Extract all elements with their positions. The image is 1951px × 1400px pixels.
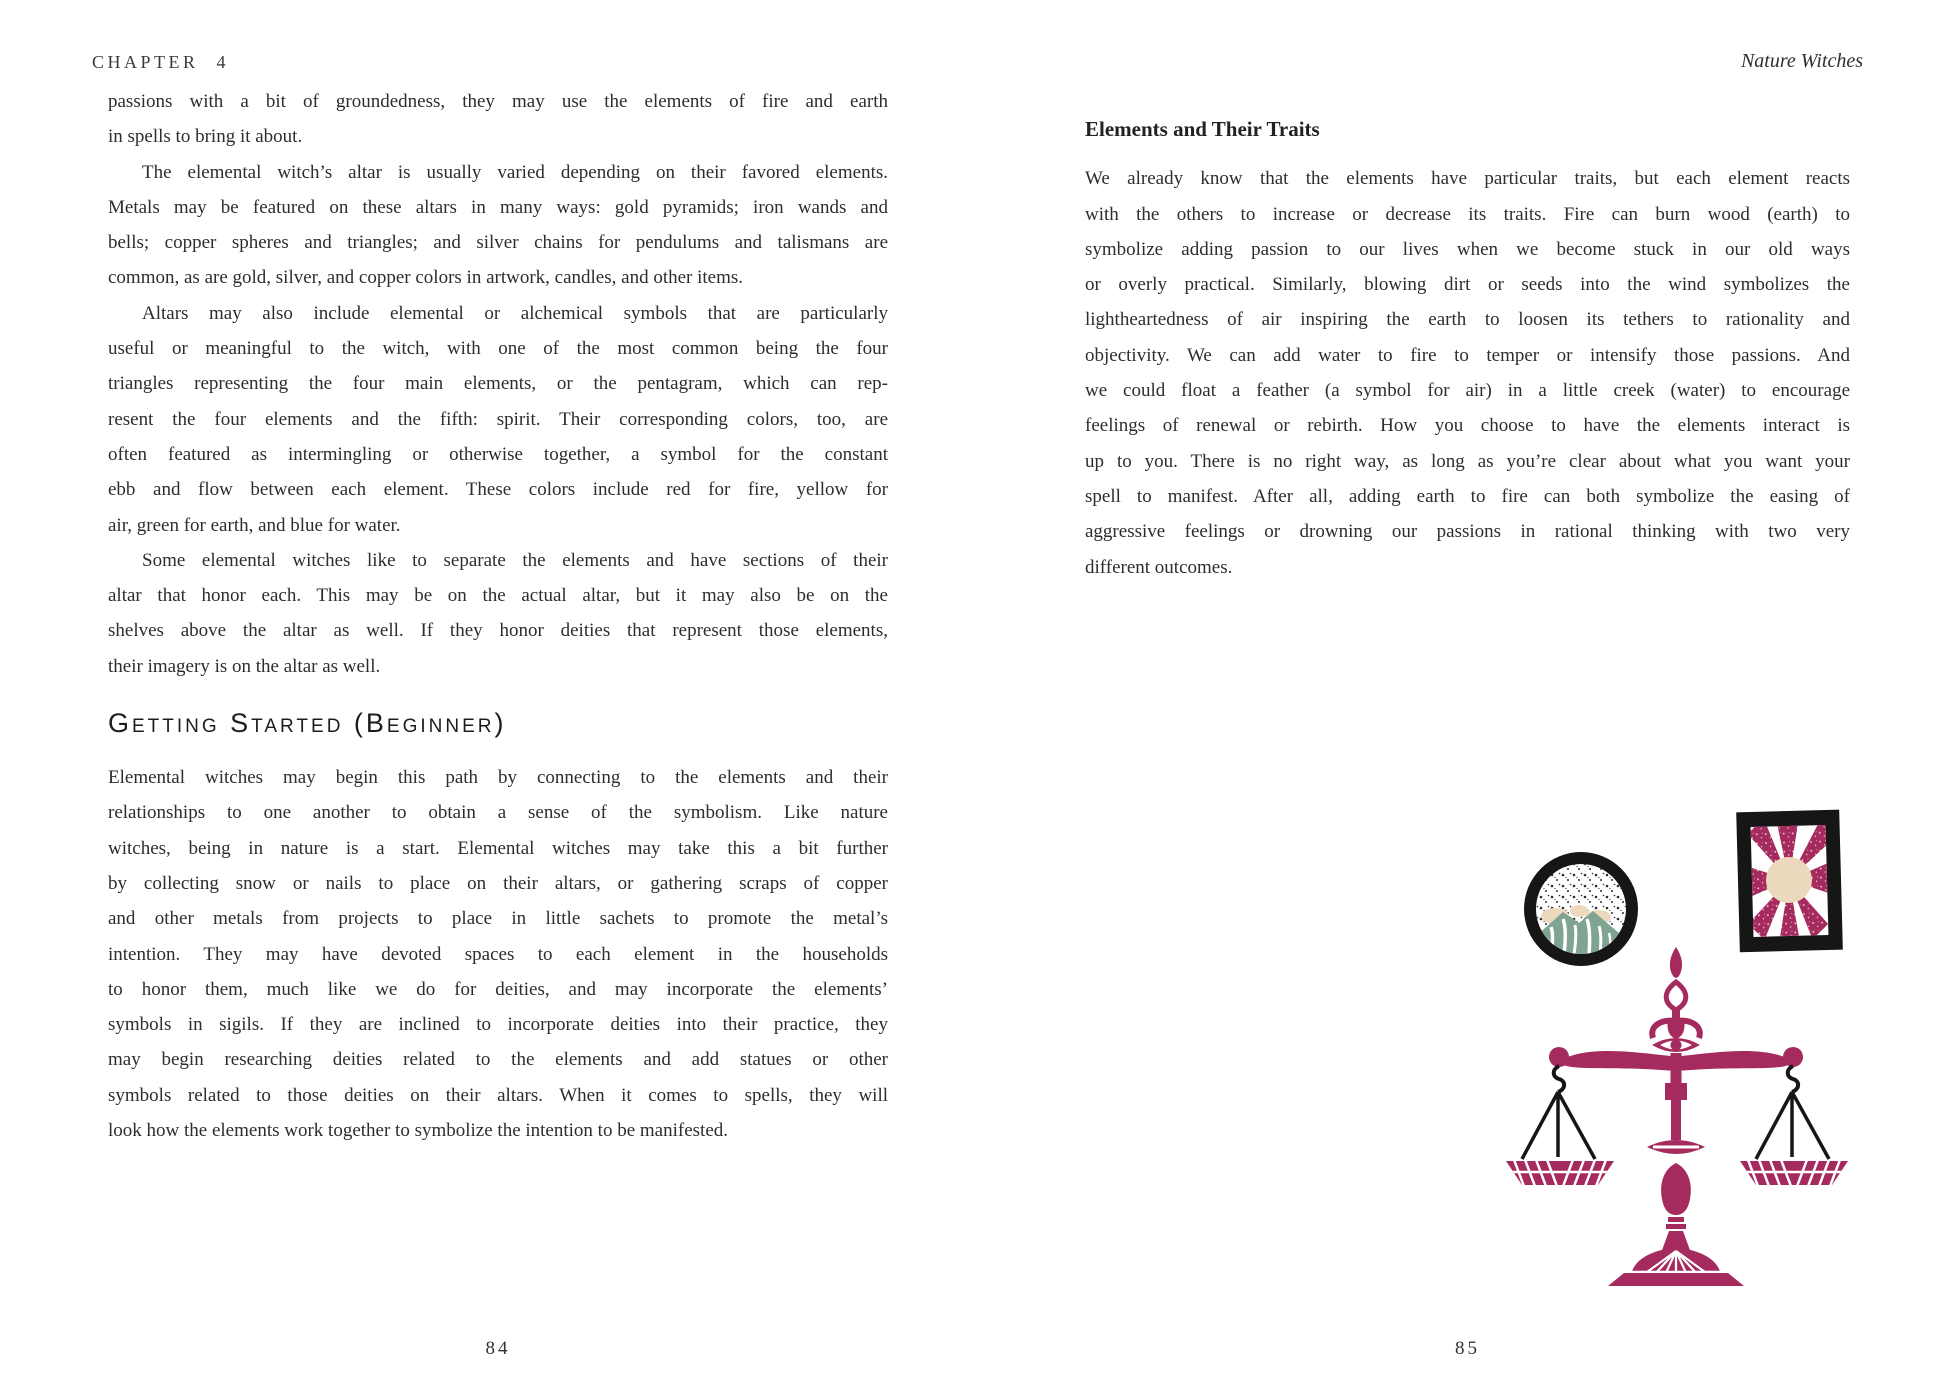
text-line: objectivity. We can add water to fire to temper or intensify those passions. And <box>1085 344 1850 366</box>
text-line: with the others to increase or decrease its traits. Fire can burn wood (earth) to <box>1085 203 1850 225</box>
text-line: resent the four elements and the fifth: spirit. Their corresponding colors, too, are <box>108 408 888 430</box>
balance-scales <box>1506 947 1848 1286</box>
text-line: bells; copper spheres and triangles; and silver chains for pendulums and talismans are <box>108 232 888 254</box>
text-line: symbols in sigils. If they are inclined to incorporate deities into their practice, they <box>108 1014 888 1036</box>
text-line: by collecting snow or nails to place on their altars, or gathering scraps of copper <box>108 872 888 894</box>
text-line: altar that honor each. This may be on the actual altar, but it may also be on the <box>108 585 888 607</box>
text-line: or overly practical. Similarly, blowing dirt or seeds into the wind symbolizes the <box>1085 274 1850 296</box>
mountain-circle-emblem <box>1524 852 1638 966</box>
text-line: feelings of renewal or rebirth. How you choose to have the elements interact is <box>1085 415 1850 437</box>
scales-illustration <box>1495 795 1875 1295</box>
text-line: relationships to one another to obtain a sense of the symbolism. Like nature <box>108 802 888 824</box>
cloud <box>1570 905 1588 917</box>
chapter-label: CHAPTER 4 <box>92 52 230 72</box>
beam-collar <box>1665 1083 1687 1100</box>
text-line: in spells to bring it about. <box>108 126 303 148</box>
finial-flame <box>1670 947 1682 978</box>
text-line: symbols related to those deities on their altars. When it comes to spells, they will <box>108 1084 888 1106</box>
section-heading: Getting Started (Beginner) <box>108 708 507 739</box>
text-line: Altars may also include elemental or alchemical symbols that are particularly <box>142 302 888 324</box>
scale-pan-left <box>1506 1157 1614 1189</box>
text-line: common, as are gold, silver, and copper colors in artwork, candles, and other items. <box>108 267 744 289</box>
text-line: lightheartedness of air inspiring the earth to loosen its tethers to rationality and <box>1085 309 1850 331</box>
right-page-number: 85 <box>1455 1338 1480 1359</box>
running-head: Nature Witches <box>1740 50 1863 72</box>
text-line: up to you. There is no right way, as long as you’re clear about what you want your <box>1085 450 1850 472</box>
scale-post <box>1647 947 1705 1253</box>
text-line: air, green for earth, and blue for water. <box>108 514 401 536</box>
text-line: useful or meaningful to the witch, with one of the most common being the four <box>108 338 888 360</box>
scale-base <box>1608 1247 1744 1286</box>
text-line: triangles representing the four main elements, or the pentagram, which can rep- <box>108 373 888 395</box>
text-line: to honor them, much like we do for deities, and may incorporate the elements’ <box>108 978 888 1000</box>
text-line: shelves above the altar as well. If they honor deities that represent those elements, <box>108 620 888 642</box>
left-page-text <box>108 84 888 1148</box>
text-line: symbolize adding passion to our lives when we become stuck in our old ways <box>1085 238 1850 260</box>
text-line: intention. They may have devoted spaces to each element in the households <box>108 943 888 965</box>
text-line: we could float a feather (a symbol for air) in a little creek (water) to encourage <box>1085 380 1850 402</box>
text-line: Metals may be featured on these altars in many ways: gold pyramids; iron wands and <box>108 196 888 218</box>
baluster <box>1661 1163 1691 1215</box>
text-line: look how the elements work together to symbolize the intention to be manifested. <box>108 1120 728 1142</box>
right-page-text <box>1085 112 1850 585</box>
text-line: their imagery is on the altar as well. <box>108 655 381 677</box>
sunray-framed-art <box>1736 809 1843 953</box>
text-line: spell to manifest. After all, adding earth to fire can both symbolize the easing of <box>1085 485 1850 507</box>
left-page-number: 84 <box>485 1338 511 1359</box>
text-line: Elemental witches may begin this path by connecting to the elements and their <box>108 767 888 789</box>
text-line: different outcomes. <box>1085 556 1233 578</box>
scale-pan-right <box>1740 1157 1848 1189</box>
section-subheading: Elements and Their Traits <box>1085 117 1320 141</box>
text-line: witches, being in nature is a start. Elemental witches may take this a bit further <box>108 837 888 859</box>
text-line: may begin researching deities related to the elements and add statues or other <box>108 1049 888 1071</box>
text-line: passions with a bit of groundedness, they may use the elements of fire and earth <box>108 91 888 112</box>
text-line: We already know that the elements have particular traits, but each element reacts <box>1085 168 1850 190</box>
text-line: and other metals from projects to place in little sachets to promote the metal’s <box>108 908 888 930</box>
text-line: aggressive feelings or drowning our passions in rational thinking with two very <box>1085 521 1850 543</box>
text-line: ebb and flow between each element. These colors include red for fire, yellow for <box>108 479 888 501</box>
text-line: Some elemental witches like to separate the elements and have sections of their <box>142 549 888 571</box>
text-line: often featured as intermingling or otherwise together, a symbol for the constant <box>108 443 888 465</box>
text-line: The elemental witch’s altar is usually varied depending on their favored elements. <box>142 161 888 183</box>
